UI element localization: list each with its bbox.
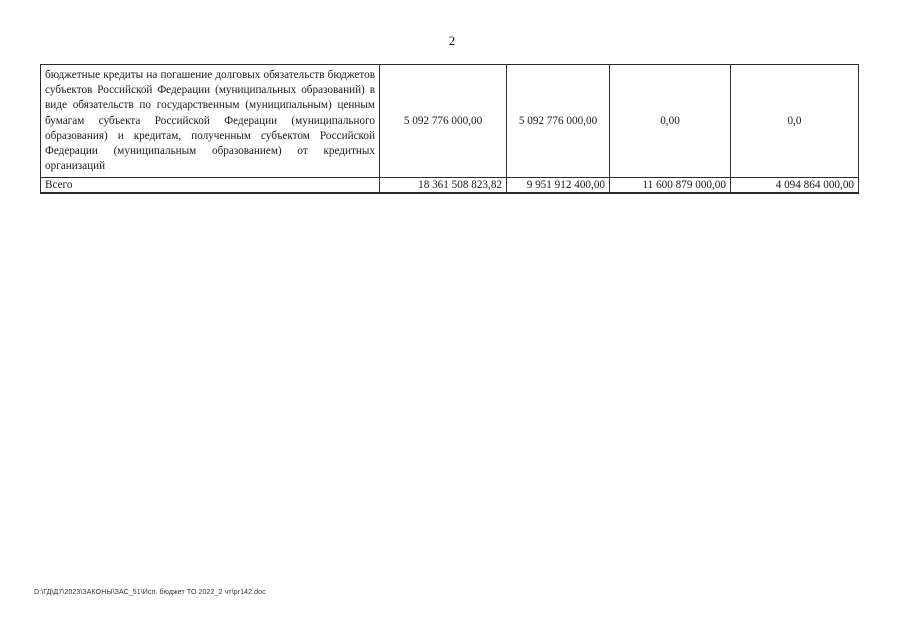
row-value-col3: 0,00 [610, 65, 731, 178]
row-value-col2: 5 092 776 000,00 [507, 65, 610, 178]
row-value-col1: 5 092 776 000,00 [380, 65, 507, 178]
row-description: бюджетные кредиты на погашение долговых обязательств бюджетов субъектов Российской Федерации (муниципальных образований) в виде обязательств по государственным (муниципальным) ценным бумагам субъекта Российской Федерации (муниципального образования) и кредитам, полученным субъектом Российской Федерации (муниципальным образованием) от кредитных организаций [41, 65, 380, 178]
budget-table [40, 64, 859, 194]
page-number: 2 [448, 33, 456, 48]
total-value-col4: 4 094 864 000,00 [731, 178, 859, 194]
table-row [41, 65, 859, 178]
total-value-col2: 9 951 912 400,00 [507, 178, 610, 194]
total-label: Всего [41, 178, 380, 194]
total-row [41, 178, 859, 194]
footer-file-path: D:\ГД\Д7\2023\ЗАКОНЫ\ЗАС_51\Исп. бюджет ТО 2022_2 чт\pr142.doc [34, 589, 266, 596]
total-value-col1: 18 361 508 823,82 [380, 178, 507, 194]
total-value-col3: 11 600 879 000,00 [610, 178, 731, 194]
row-value-col4: 0,0 [731, 65, 859, 178]
